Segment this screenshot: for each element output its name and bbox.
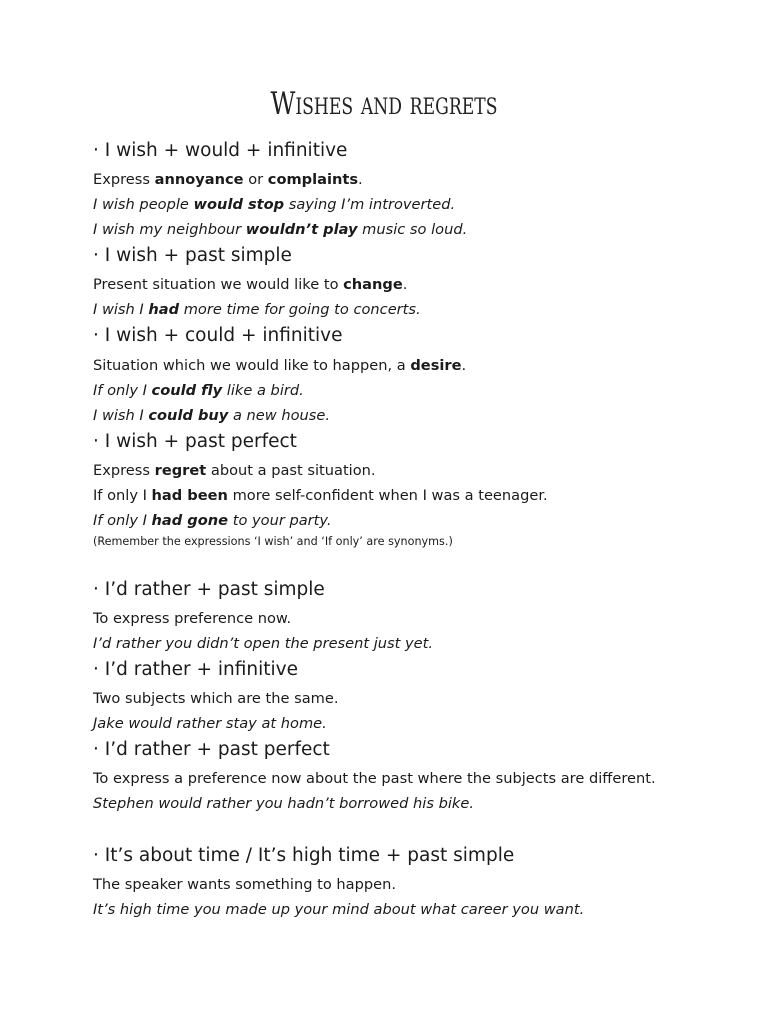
text-run: . xyxy=(358,171,363,188)
text-run: Express xyxy=(93,171,155,188)
section-heading-wish-past-perfect: · I wish + past perfect xyxy=(93,431,297,452)
bold-term: could fly xyxy=(151,382,223,399)
text-run: Situation which we would like to happen, a xyxy=(93,357,411,374)
text-run: or xyxy=(243,171,268,188)
section-heading-wish-could: · I wish + could + infinitive xyxy=(93,325,343,346)
section-heading-rather-infinitive: · I’d rather + infinitive xyxy=(93,659,298,680)
text-run: saying I’m introverted. xyxy=(284,196,456,213)
synonyms-note: (Remember the expressions ‘I wish’ and ‘If only’ are synonyms.) xyxy=(93,535,453,548)
section-description xyxy=(93,276,407,293)
text-run: music so loud. xyxy=(357,221,468,238)
bold-term: desire xyxy=(410,357,462,374)
text-run: like a bird. xyxy=(222,382,304,399)
bold-term: had been xyxy=(151,487,228,504)
text-run: about a past situation. xyxy=(206,462,376,479)
section-heading-high-time: · It’s about time / It’s high time + past simple xyxy=(93,845,515,866)
example-sentence xyxy=(93,301,421,318)
text-run: a new house. xyxy=(228,407,330,424)
section-description: Two subjects which are the same. xyxy=(93,690,339,707)
section-heading-wish-would: · I wish + would + infinitive xyxy=(93,140,348,161)
section-heading-rather-past-perfect: · I’d rather + past perfect xyxy=(93,739,330,760)
bold-term: would stop xyxy=(193,196,285,213)
bold-term: annoyance xyxy=(154,171,244,188)
section-description: To express a preference now about the past where the subjects are different. xyxy=(93,770,656,787)
section-description xyxy=(93,462,376,479)
bold-term: had gone xyxy=(151,512,229,529)
text-run: Present situation we would like to xyxy=(93,276,344,293)
section-description xyxy=(93,357,466,374)
text-run: If only I xyxy=(93,487,152,504)
text-run: . xyxy=(402,276,408,293)
text-run: If only I xyxy=(93,382,152,399)
text-run: I wish people xyxy=(93,196,194,213)
example-sentence xyxy=(93,196,455,213)
text-run: more time for going to concerts. xyxy=(179,301,421,318)
text-run: I wish I xyxy=(93,301,149,318)
text-run: to your party. xyxy=(228,512,332,529)
text-run: If only I xyxy=(93,512,152,529)
text-run: Express xyxy=(93,462,155,479)
bold-term: complaints xyxy=(267,171,359,188)
example-sentence xyxy=(93,512,332,529)
bold-term: regret xyxy=(154,462,207,479)
section-description: The speaker wants something to happen. xyxy=(93,876,396,893)
example-sentence xyxy=(93,382,304,399)
text-run: I wish I xyxy=(93,407,149,424)
bold-term: could buy xyxy=(148,407,229,424)
text-run: . xyxy=(461,357,467,374)
example-sentence xyxy=(93,221,467,238)
text-run: more self-confident when I was a teenager. xyxy=(227,487,548,504)
section-heading-rather-past-simple: · I’d rather + past simple xyxy=(93,579,325,600)
section-description xyxy=(93,487,548,504)
bold-term: wouldn’t play xyxy=(245,221,358,238)
bold-term: change xyxy=(343,276,403,293)
example-sentence: Stephen would rather you hadn’t borrowed his bike. xyxy=(93,795,474,812)
section-description: To express preference now. xyxy=(93,610,292,627)
example-sentence xyxy=(93,407,330,424)
bold-term: had xyxy=(148,301,180,318)
page-title: Wishes and regrets xyxy=(270,86,498,122)
example-sentence: It’s high time you made up your mind about what career you want. xyxy=(93,901,585,918)
example-sentence: I’d rather you didn’t open the present just yet. xyxy=(93,635,433,652)
text-run: I wish my neighbour xyxy=(93,221,246,238)
example-sentence: Jake would rather stay at home. xyxy=(93,715,327,732)
section-heading-wish-past-simple: · I wish + past simple xyxy=(93,245,292,266)
section-description xyxy=(93,171,363,188)
